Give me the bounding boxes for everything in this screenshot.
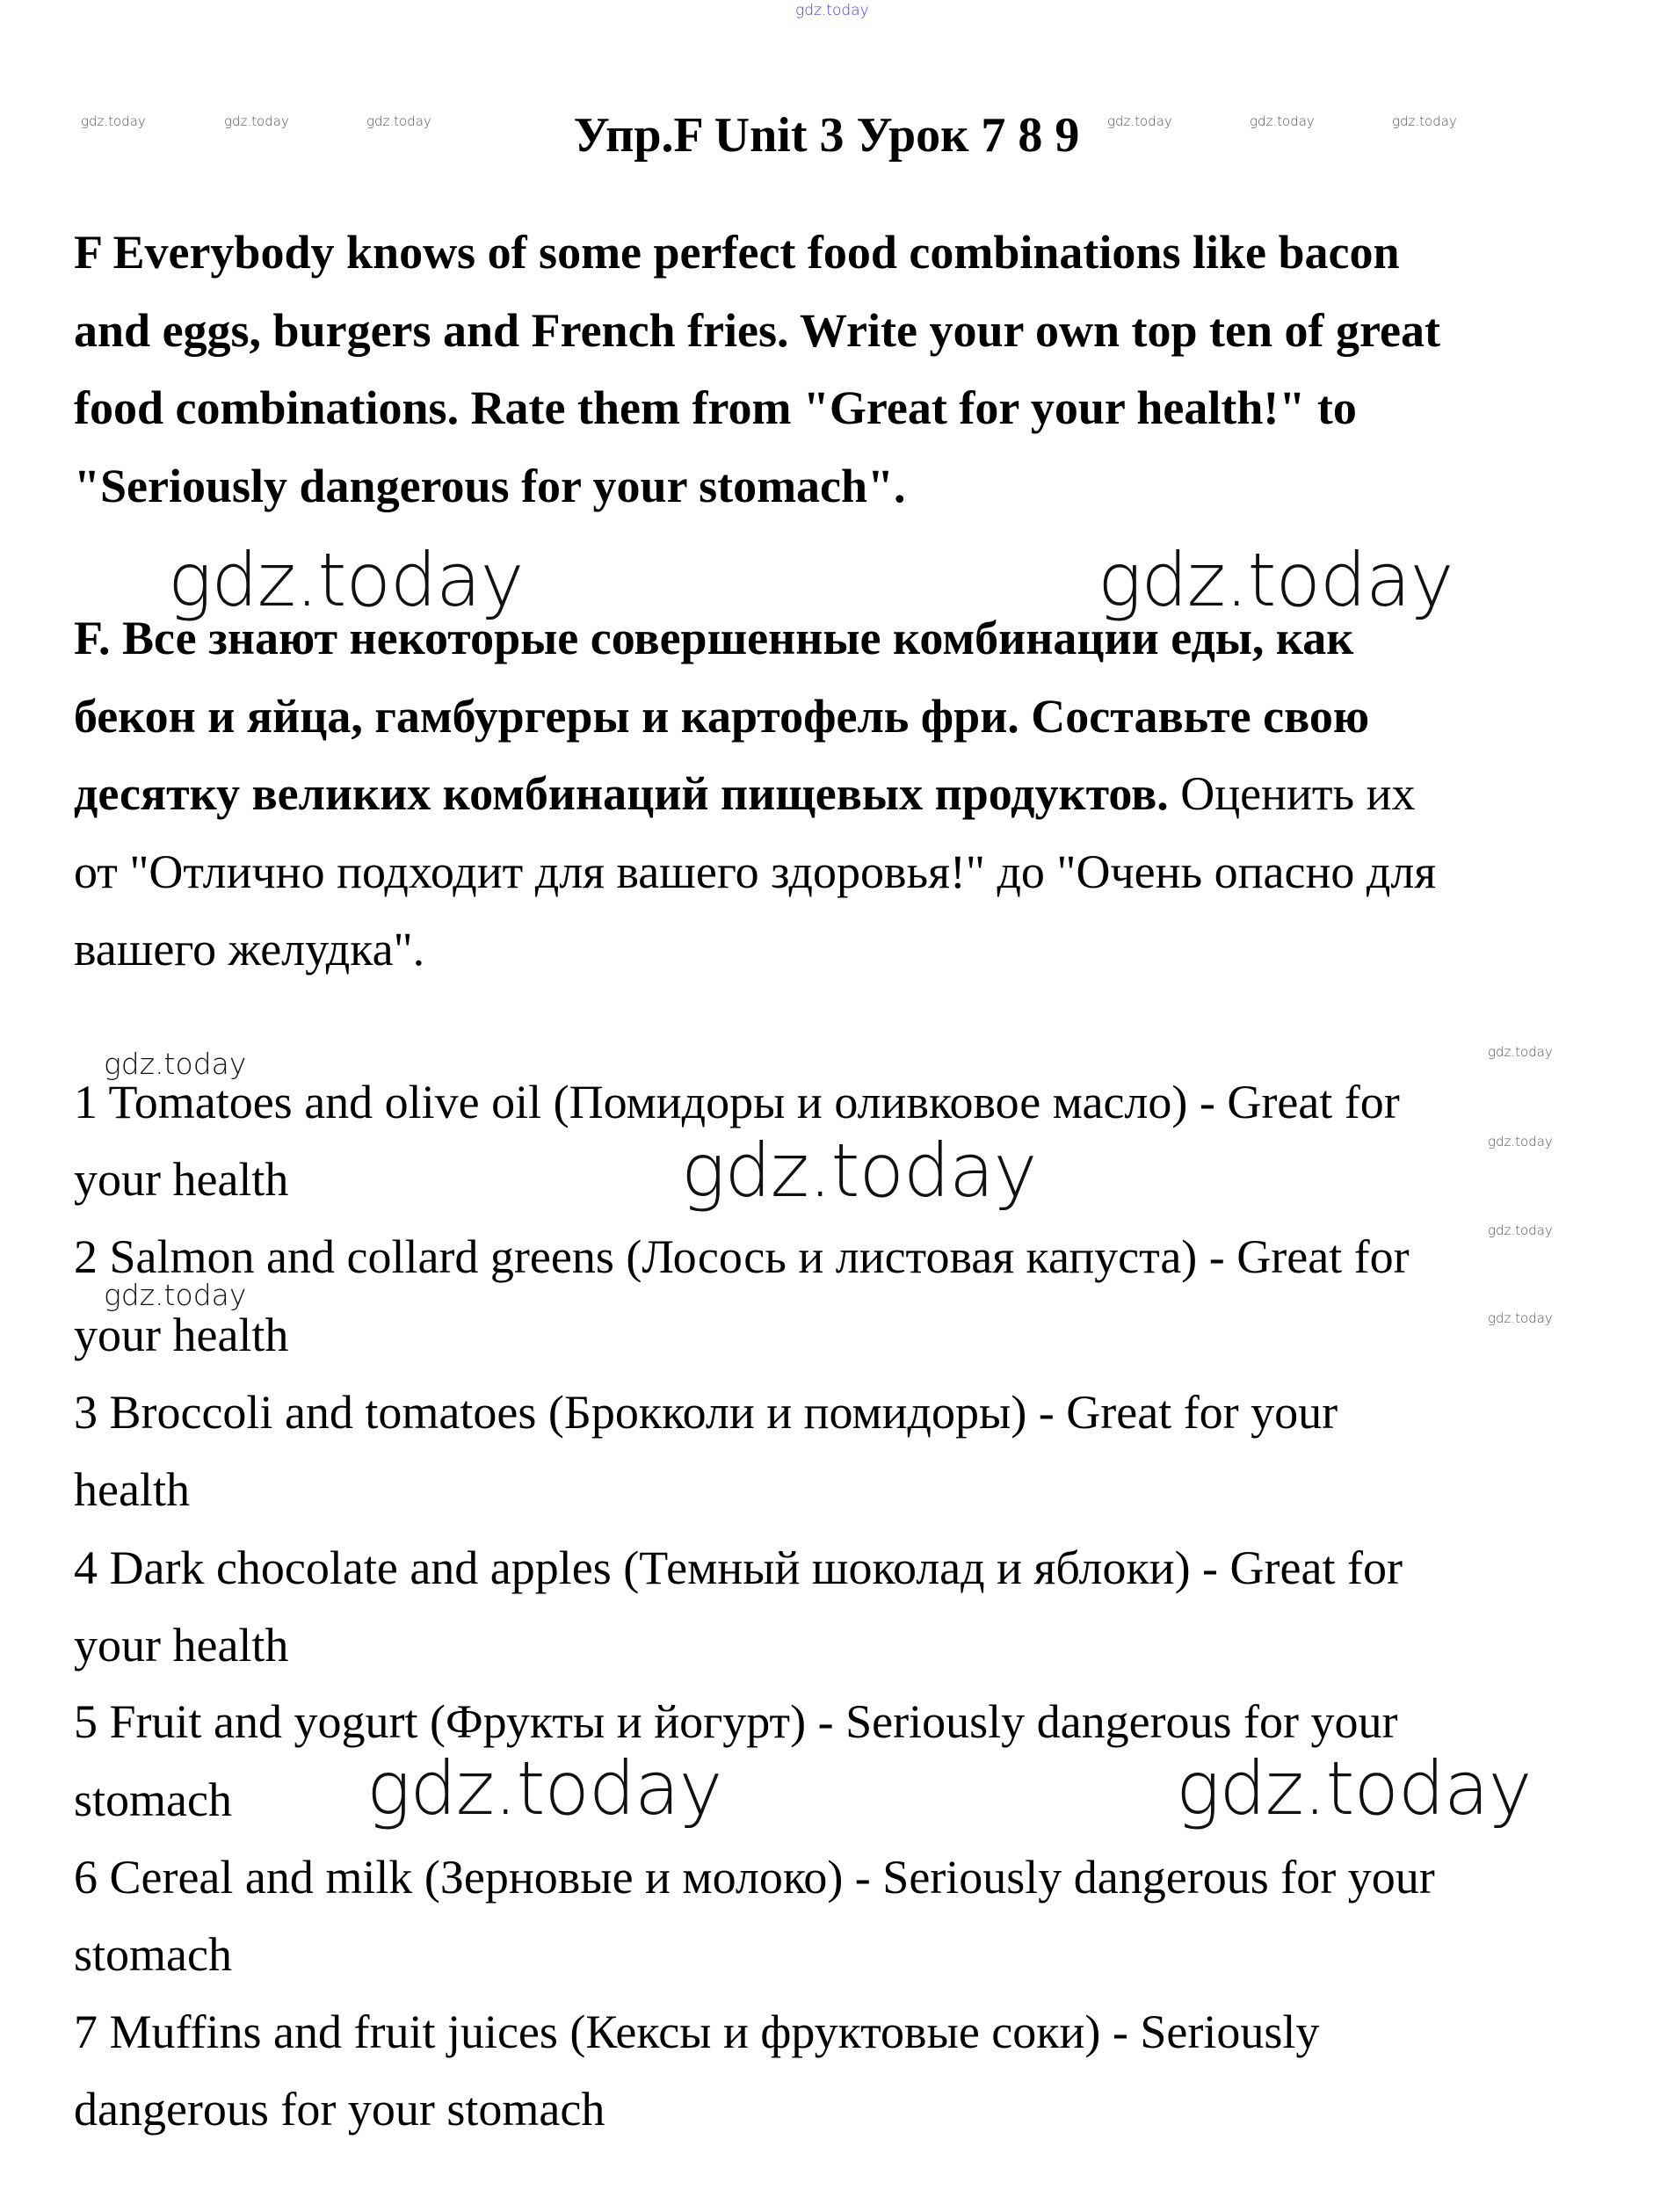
watermark: gdz.today	[224, 113, 289, 129]
answer-line: your health	[74, 1153, 289, 1206]
watermark: gdz.today	[104, 1278, 247, 1312]
answer-line: stomach	[74, 1928, 232, 1981]
answer-line: 6 Cereal and milk (Зерновые и молоко) - Seriously dangerous for your	[74, 1851, 1435, 1904]
watermark: gdz.today	[1488, 1044, 1553, 1060]
task-ru-line	[74, 833, 1436, 910]
bold-text: десятку великих комбинаций пищевых продуктов.	[74, 767, 1169, 820]
watermark: gdz.today	[1488, 1134, 1553, 1150]
answer-line: health	[74, 1463, 190, 1516]
task-line: and eggs, burgers and French fries. Write your own top ten of great	[74, 304, 1440, 357]
task-ru-line	[74, 599, 1353, 677]
watermark: gdz.today	[1098, 537, 1454, 623]
answer-line: 5 Fruit and yogurt (Фрукты и йогурт) - Seriously dangerous for your	[74, 1695, 1398, 1748]
watermark: gdz.today	[168, 537, 524, 623]
task-ru-line	[74, 755, 1416, 832]
watermark: gdz.today	[795, 2, 869, 19]
page-title: Упр.F Unit 3 Урок 7 8 9	[573, 108, 1080, 163]
watermark: gdz.today	[1488, 1222, 1553, 1238]
watermark: gdz.today	[104, 1047, 247, 1081]
watermark: gdz.today	[681, 1128, 1037, 1214]
normal-text: от "Отлично подходит для вашего здоровья!" до "Очень опасно для	[74, 845, 1437, 898]
task-ru-line	[74, 678, 1369, 755]
bold-text: бекон и яйца, гамбургеры и картофель фри. Составьте свою	[74, 690, 1370, 743]
answer-line: 4 Dark chocolate and apples (Темный шоколад и яблоки) - Great for	[74, 1541, 1403, 1594]
task-line: food combinations. Rate them from "Great for your health!" to	[74, 381, 1357, 434]
task-line: F Everybody knows of some perfect food combinations like bacon	[74, 226, 1400, 279]
watermark: gdz.today	[1250, 113, 1315, 129]
answer-line: stomach	[74, 1773, 232, 1826]
task-ru-line	[74, 910, 424, 988]
answer-line: 2 Salmon and collard greens (Лосось и листовая капуста) - Great for	[74, 1230, 1410, 1283]
watermark: gdz.today	[366, 1745, 722, 1831]
normal-text: вашего желудка".	[74, 923, 425, 975]
watermark: gdz.today	[1107, 113, 1172, 129]
answer-line: 3 Broccoli and tomatoes (Брокколи и помидоры) - Great for your	[74, 1386, 1338, 1439]
watermark: gdz.today	[81, 113, 146, 129]
watermark: gdz.today	[1392, 113, 1457, 129]
watermark: gdz.today	[366, 113, 431, 129]
answer-line: 7 Muffins and fruit juices (Кексы и фруктовые соки) - Seriously	[74, 2005, 1320, 2058]
answer-line: your health	[74, 1309, 289, 1361]
answer-line: 1 Tomatoes and olive oil (Помидоры и оливковое масло) - Great for	[74, 1076, 1400, 1128]
task-line: "Seriously dangerous for your stomach".	[74, 460, 906, 512]
bold-text: F. Все знают некоторые совершенные комбинации еды, как	[74, 612, 1354, 664]
watermark: gdz.today	[1176, 1745, 1532, 1831]
answer-line: your health	[74, 1619, 289, 1672]
watermark: gdz.today	[1488, 1310, 1553, 1326]
answer-line: dangerous for your stomach	[74, 2083, 605, 2136]
normal-text: Оценить их	[1168, 767, 1416, 820]
